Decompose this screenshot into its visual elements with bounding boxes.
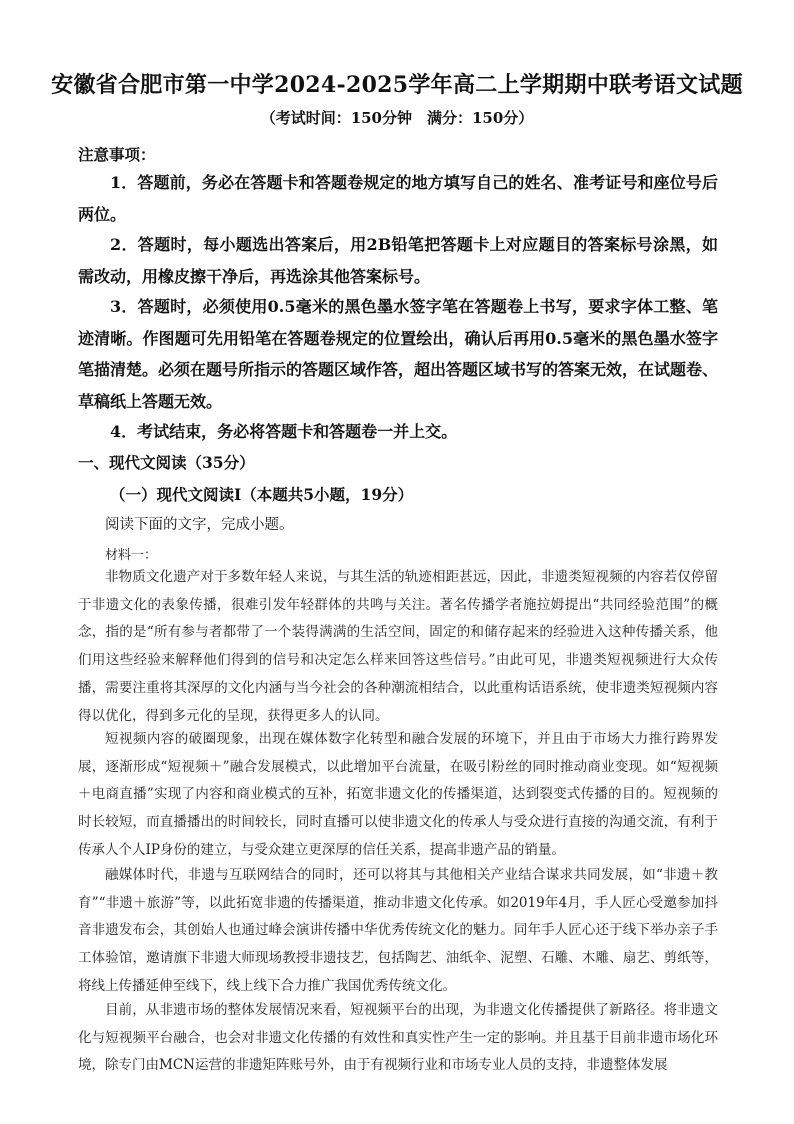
notice-item-3: 3．答题时，必须使用0.5毫米的黑色墨水签字笔在答题卷上书写，要求字体工整、笔迹清晰。作图题可先用铅笔在答题卷规定的位置绘出，确认后再用0.5毫米的黑色墨水签字笔描清楚。必须在题号所指示的答题区域作答，超出答题区域书写的答案无效，在试题卷、草稿纸上答题无效。: [78, 297, 719, 411]
material-paragraph-3: 融媒体时代，非遗与互联网结合的同时，还可以将其与其他相关产业结合谋求共同发展，如“非遗＋教育”“非遗＋旅游”等，以此拓宽非遗的传播渠道，推动非遗文化传承。如2019年4月，手人匠心受邀参加抖音非遗发布会，其创始人也通过峰会演讲传播中华优秀传统文化的魅力。同年手人匠心还于线下举办亲子手工体验馆，邀请旗下非遗大师现场教授非遗技艺，包括陶艺、油纸伞、泥塑、石雕、木雕、扇艺、剪纸等，将线上传播延伸至线下，线上线下合力推广我国优秀传统文化。: [78, 867, 718, 994]
material-paragraph-4: 目前，从非遗市场的整体发展情况来看，短视频平台的出现，为非遗文化传播提供了新路径。将非遗文化与短视频平台融合，也会对非遗文化传播的有效性和真实性产生一定的影响。并且基于目前非遗市场化环境，除专门由MCN运营的非遗矩阵账号外，由于有视频行业和市场专业人员的支持，非遗整体发展: [78, 1002, 718, 1074]
material-paragraph-2: 短视频内容的破圈现象，出现在媒体数字化转型和融合发展的环境下，并且由于市场大力推行跨界发展，逐渐形成“短视频＋”融合发展模式，以此增加平台流量，在吸引粉丝的同时推动商业变现。如“短视频＋电商直播”实现了内容和商业模式的互补，拓宽非遗文化的传播渠道，达到裂变式传播的目的。短视频的时长较短，而直播播出的时间较长，同时直播可以使非遗文化的传承人与受众进行直接的沟通交流，有利于传承人个人IP身份的建立，与受众建立更深厚的信任关系，提高非遗产品的销量。: [78, 731, 718, 858]
subsection-heading: （一）现代文阅读Ⅰ（本题共5小题，19分）: [110, 485, 414, 504]
notice-heading: 注意事项：: [78, 145, 156, 164]
exam-time-and-score: （考试时间：150分钟 满分：150分）: [260, 109, 534, 127]
exam-title: 安徽省合肥市第一中学2024-2025学年高二上学期期中联考语文试题: [51, 72, 743, 98]
notice-item-1: 1．答题前，务必在答题卡和答题卷规定的地方填写自己的姓名、准考证号和座位号后两位。: [78, 173, 718, 224]
material-paragraph-1: 非物质文化遗产对于多数年轻人来说，与其生活的轨迹相距甚远，因此，非遗类短视频的内容若仅停留于非遗文化的表象传播，很难引发年轻群体的共鸣与关注。著名传播学者施拉姆提出“共同经验范围”的概念，指的是“所有参与者都带了一个装得满满的生活空间，固定的和储存起来的经验进入这种传播关系，他们用这些经验来解释他们得到的信号和决定怎么样来回答这些信号。”由此可见，非遗类短视频进行大众传播，需要注重将其深厚的文化内涵与当今社会的各种潮流相结合，以此重构话语系统，使非遗类短视频内容得以优化，得到多元化的呈现，获得更多人的认同。: [78, 569, 718, 724]
reading-instruction: 阅读下面的文字，完成小题。: [105, 517, 294, 533]
material-label: 材料一：: [105, 548, 158, 563]
notice-item-2: 2．答题时，每小题选出答案后，用2B铅笔把答题卡上对应题目的答案标号涂黑，如需改动，用橡皮擦干净后，再选涂其他答案标号。: [78, 235, 718, 286]
section-heading: 一、现代文阅读（35分）: [78, 453, 255, 472]
notice-item-4: 4．考试结束，务必将答题卡和答题卷一并上交。: [110, 422, 458, 441]
